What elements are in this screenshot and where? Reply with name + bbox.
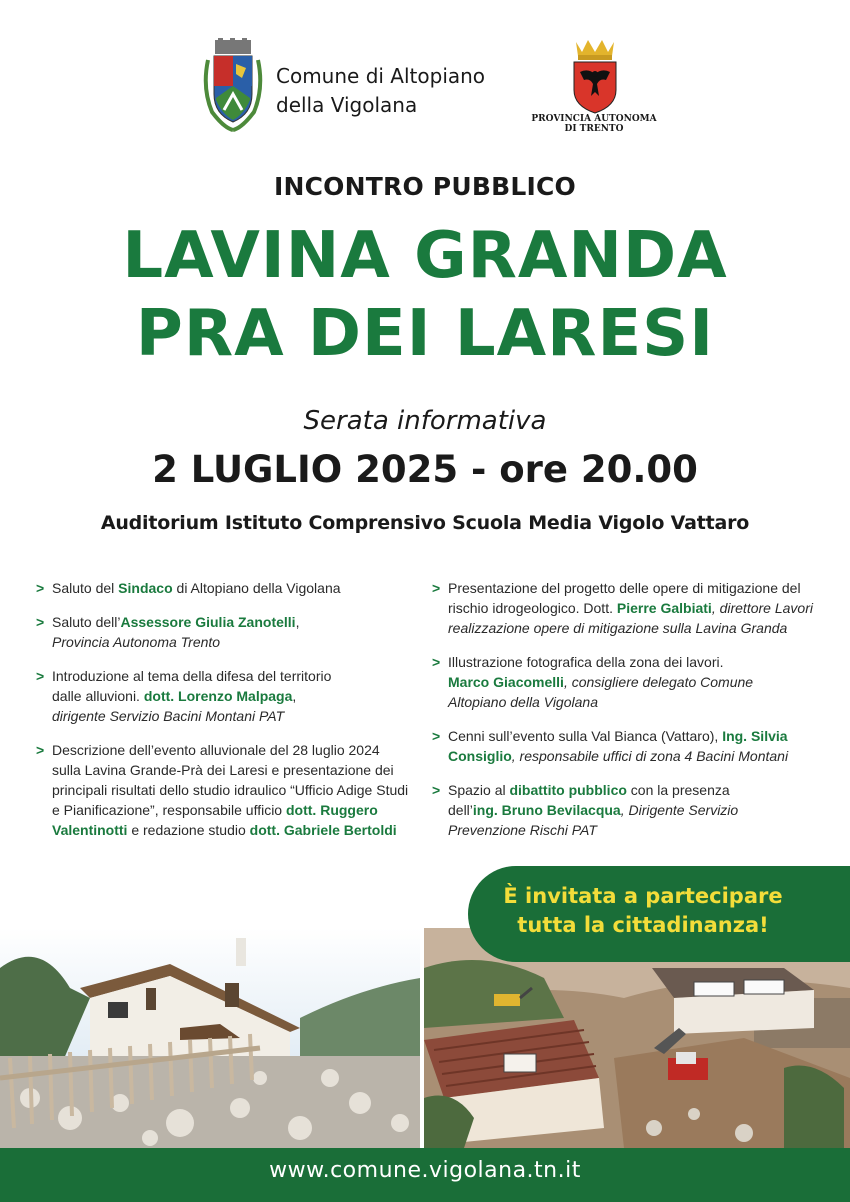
program-role: Prevenzione Rischi PAT (448, 822, 597, 838)
program-item (432, 780, 828, 840)
invitation-line1: È invitata a partecipare (503, 884, 783, 908)
arrow-icon: > (432, 580, 441, 596)
program-role: realizzazione opere di mitigazione sulla Lavina Granda (448, 620, 788, 636)
arrow-icon: > (36, 580, 45, 596)
province-name-line1: PROVINCIA AUTONOMA (531, 114, 657, 124)
program-text: con la presenza (626, 782, 730, 798)
program-highlight: Assessore Giulia Zanotelli (120, 614, 296, 630)
program-highlight: Consiglio (448, 748, 512, 764)
program-item (36, 578, 416, 598)
program-highlight: Ing. Silvia (722, 728, 788, 744)
program-text: , (292, 688, 297, 704)
program-item (36, 612, 416, 652)
program-highlight: Marco Giacomelli (448, 674, 564, 690)
program-highlight: dott. Gabriele Bertoldi (249, 822, 397, 838)
program-highlight: ing. Bruno Bevilacqua (472, 802, 621, 818)
program-text: e Pianificazione”, responsabile ufficio (52, 802, 286, 818)
website-url[interactable]: www.comune.vigolana.tn.it (269, 1158, 581, 1183)
event-date-time: 2 LUGLIO 2025 - ore 20.00 (152, 448, 698, 491)
program-text: rischio idrogeologico. Dott. (448, 600, 617, 616)
arrow-icon: > (432, 654, 441, 670)
municipality-name (276, 62, 485, 120)
program-highlight: dibattito pubblico (509, 782, 627, 798)
arrow-icon: > (36, 614, 45, 630)
event-kicker: INCONTRO PUBBLICO (274, 172, 576, 201)
program-item (432, 726, 828, 766)
program-left-column (36, 578, 416, 854)
program-role: , consigliere delegato Comune (563, 674, 754, 690)
municipality-name-line1: Comune di Altopiano (276, 64, 486, 88)
program-highlight: dott. Ruggero (286, 802, 378, 818)
program-highlight: Sindaco (118, 580, 173, 596)
program-text: dalle alluvioni. (52, 688, 144, 704)
arrow-icon: > (36, 742, 45, 758)
program-highlight: Pierre Galbiati (616, 600, 712, 616)
program-text: di Altopiano della Vigolana (172, 580, 341, 596)
event-venue: Auditorium Istituto Comprensivo Scuola Media Vigolo Vattaro (100, 512, 750, 534)
arrow-icon: > (36, 668, 45, 684)
province-name (524, 114, 664, 134)
municipality-name-line2: della Vigolana (276, 93, 418, 117)
arrow-icon: > (432, 728, 441, 744)
program-text: Illustrazione fotografica della zona dei lavori. (448, 654, 724, 670)
program-text: e redazione studio (127, 822, 250, 838)
program-right-column (432, 578, 828, 854)
program-text: Descrizione dell’evento alluvionale del 28 luglio 2024 (52, 742, 380, 758)
program-role: Provincia Autonoma Trento (52, 634, 221, 650)
event-title-line2: PRA DEI LARESI (135, 297, 715, 371)
program-text: sulla Lavina Grande-Prà dei Laresi e presentazione dei (52, 762, 394, 778)
province-name-line2: DI TRENTO (564, 124, 624, 134)
program-text: , (295, 614, 300, 630)
program-highlight: Valentinotti (52, 822, 128, 838)
program-highlight: dott. Lorenzo Malpaga (143, 688, 293, 704)
invitation-text (468, 882, 818, 940)
program-item (432, 652, 828, 712)
program-text: dell’ (448, 802, 473, 818)
program-item (36, 740, 416, 840)
flood-house-photo (0, 928, 420, 1148)
province-coat-of-arms (566, 38, 624, 114)
arrow-icon: > (432, 782, 441, 798)
program-role: dirigente Servizio Bacini Montani PAT (52, 708, 285, 724)
program-item (432, 578, 828, 638)
event-subtitle: Serata informativa (303, 406, 547, 436)
program-text: Saluto del (52, 580, 119, 596)
program-text: Spazio al (448, 782, 510, 798)
program-text: Cenni sull’evento sulla Val Bianca (Vattaro), (448, 728, 723, 744)
program-text: Saluto dell’ (52, 614, 121, 630)
event-title-line1: LAVINA GRANDA (122, 219, 728, 293)
invitation-line2: tutta la cittadinanza! (517, 913, 769, 937)
program-text: Presentazione del progetto delle opere di mitigazione del (448, 580, 801, 596)
program-role: , direttore Lavori (711, 600, 813, 616)
program-role: , Dirigente Servizio (620, 802, 739, 818)
program-text: principali risultati dello studio idraulico “Ufficio Adige Studi (52, 782, 409, 798)
program-item (36, 666, 416, 726)
municipality-coat-of-arms (198, 38, 268, 134)
program-role: Altopiano della Vigolana (448, 694, 598, 710)
program-role: , responsabile uffici di zona 4 Bacini Montani (511, 748, 789, 764)
program-text: Introduzione al tema della difesa del territorio (52, 668, 332, 684)
